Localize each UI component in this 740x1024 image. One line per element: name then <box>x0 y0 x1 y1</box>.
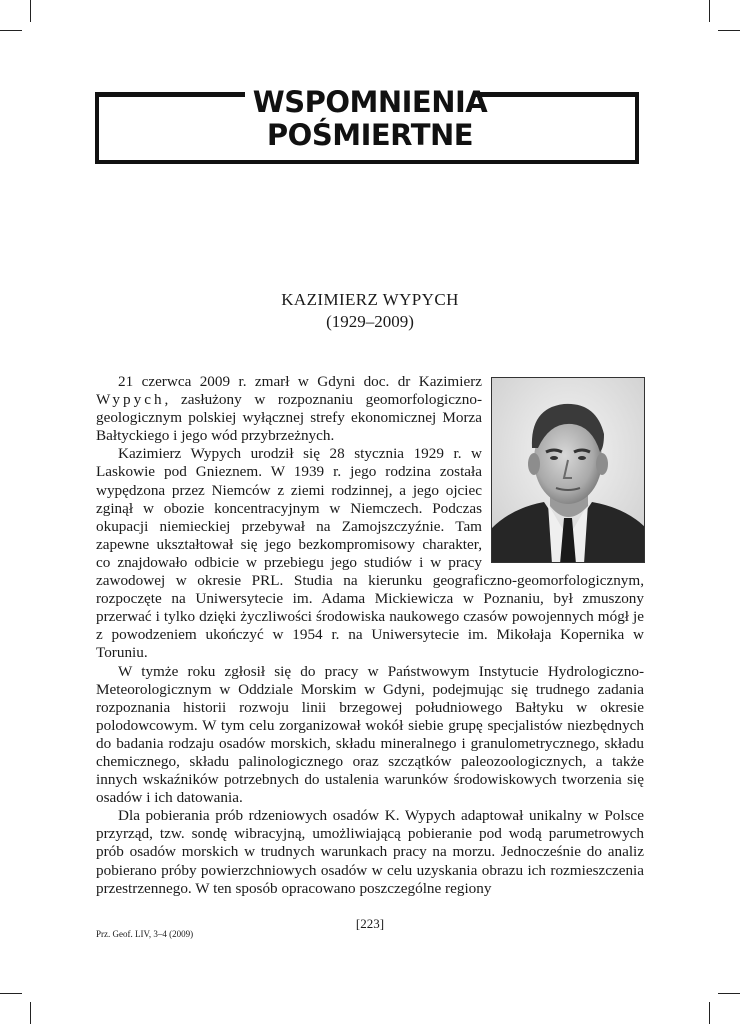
crop-mark-top-left-v <box>30 0 31 22</box>
section-header-title <box>230 86 510 152</box>
obituary-name: KAZIMIERZ WYPYCH <box>281 290 459 309</box>
photo-float-spacer <box>482 373 644 565</box>
page-number: [223] <box>355 916 385 931</box>
paragraph-1-spaced-name: Wypych <box>96 391 165 409</box>
crop-mark-bottom-left-v <box>30 1002 31 1024</box>
crop-mark-top-right-h <box>718 30 740 31</box>
obituary-dates: (1929–2009) <box>326 312 414 331</box>
paragraph-1-post: , zasłużony w rozpoznaniu geomorfologiczno-geologicznym polskiej wyłącznej strefy ekonomicznej Morza Bałtyckiego i jego wód przybrzeżnych. <box>96 391 482 445</box>
section-header-line-1: WSPOMNIENIA <box>252 85 488 119</box>
crop-mark-top-right-v <box>709 0 710 22</box>
paragraph-1-pre: 21 czerwca 2009 r. zmarł w Gdyni doc. dr Kazimierz <box>118 373 482 390</box>
paragraph-4: Dla pobierania prób rdzeniowych osadów K. Wypych adaptował unikalny w Polsce przyrząd, tzw. sondę wibracyjną, umożliwiającą pobieranie pod wodą parumetrowych prób osadów morskich w trudnych warunkach pracy na morzu. Jednocześnie do analiz pobierano próby powierzchniowych osadów w celu uzyskania obrazu ich rozmieszczenia przestrzennego. W ten sposób opracowano poszczególne regiony <box>96 807 644 897</box>
crop-mark-bottom-right-v <box>709 1002 710 1024</box>
section-header-line-2: POŚMIERTNE <box>266 118 474 152</box>
paragraph-2: Kazimierz Wypych urodził się 28 stycznia 1929 r. w Laskowie pod Gnieznem. W 1939 r. jego rodzina została wypędzona przez Niemców z ziemi rodzinnej, a jego ojciec zginął w obozie koncentracyjnym w Niemczech. Podczas okupacji niemieckiej przebywał na Zamojszczyźnie. Tam zapewne ukształtował się jego bezkompromisowy charakter, co znajdowało odbicie w przebiegu jego studiów i w pracy zawodowej w okresie PRL. Studia na kierunku geograficzno-geomorfologicznym, rozpoczęte na Uniwersytecie im. Adama Mickiewicza w Poznaniu, był zmuszony przerwać i tylko dzięki życzliwości środowiska naukowego czasów powojennych mógł je z powodzeniem ukończyć w 1954 r. na Uniwersytecie im. Mikołaja Kopernika w Toruniu. <box>96 445 644 662</box>
crop-mark-top-left-h <box>0 30 22 31</box>
journal-reference: Prz. Geof. LIV, 3–4 (2009) <box>96 929 194 939</box>
crop-mark-bottom-right-h <box>718 993 740 994</box>
article-body <box>96 373 644 898</box>
paragraph-3: W tymże roku zgłosił się do pracy w Państwowym Instytucie Hydrologiczno-Meteorologicznym w Oddziale Morskim w Gdyni, podejmując się trudnego zadania rozpoznania historii rozwoju linii brzegowej południowego Bałtyku w okresie polodowcowym. W tym celu zorganizował wokół siebie grupę specjalistów niezbędnych do badania rodzaju osadów morskich, składu mineralnego i granulometrycznego, składu chemicznego, składu palinologicznego oraz szczątków paleozoologicznych, a także innych wskaźników potrzebnych do ustalenia warunków środowiskowych tworzenia się osadów i ich datowania. <box>96 662 644 807</box>
crop-mark-bottom-left-h <box>0 993 22 994</box>
